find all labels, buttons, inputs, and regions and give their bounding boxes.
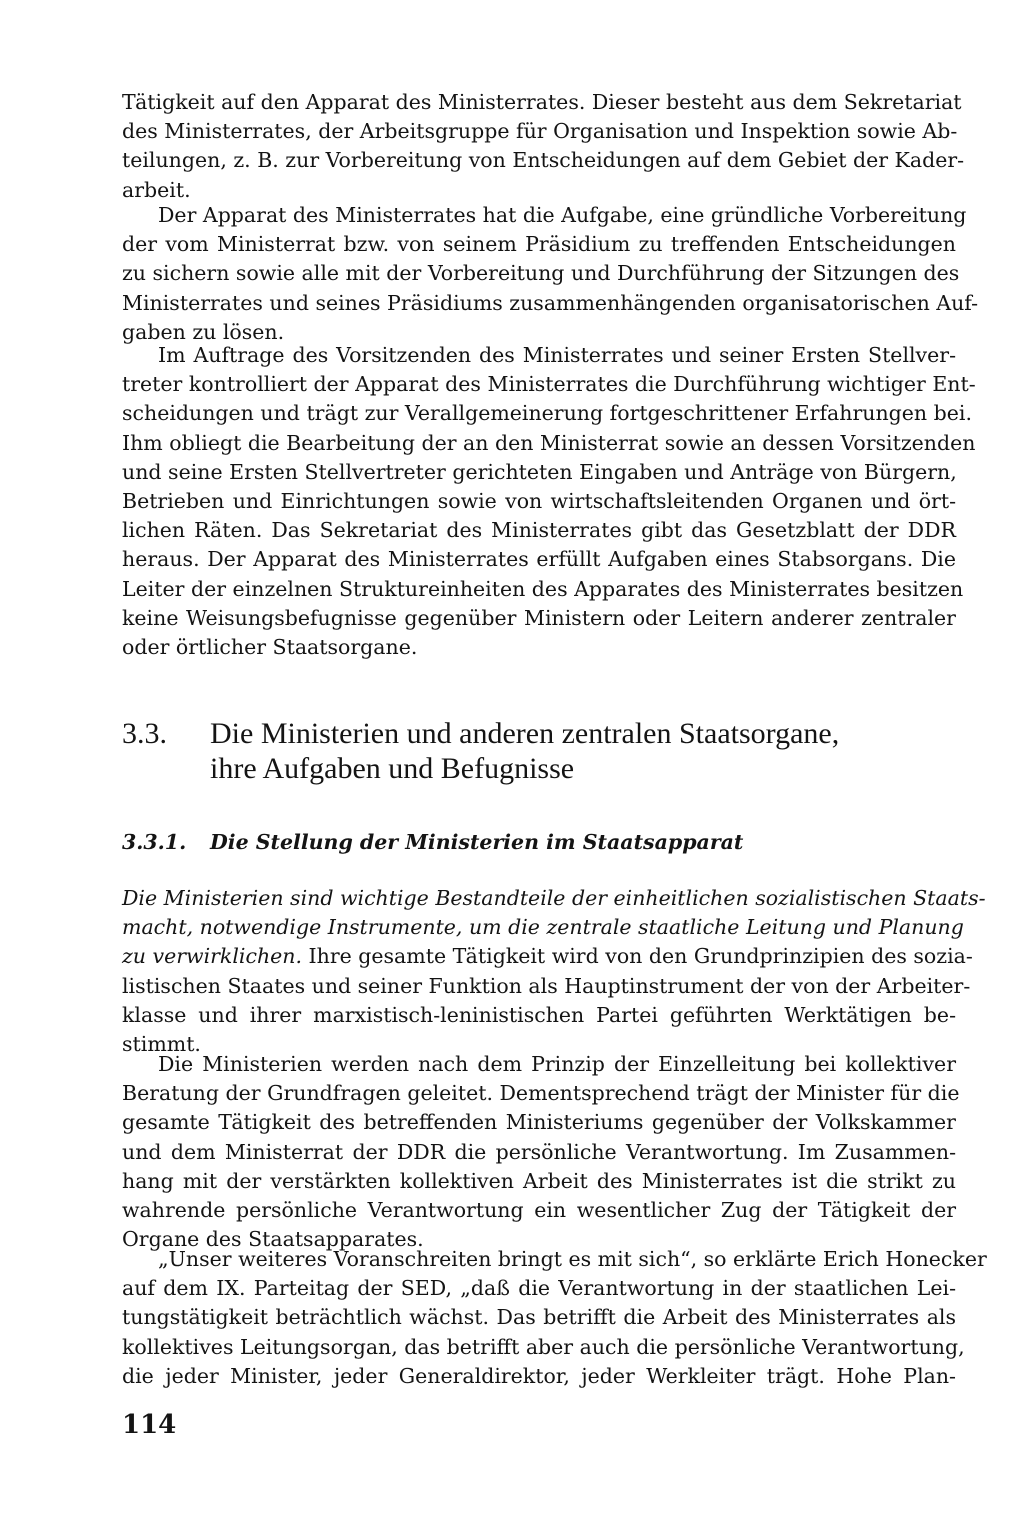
text-line: klasse und ihrer marxistisch-leninistischen Partei geführten Werktätigen be-	[122, 1002, 956, 1027]
paragraph-2	[122, 201, 979, 347]
text-line: listischen Staates und seiner Funktion als Hauptinstrument der von der Arbeiter-	[122, 973, 971, 998]
text-line: lichen Räten. Das Sekretariat des Ministerrates gibt das Gesetzblatt der DDR	[122, 518, 956, 543]
text-line: Organe des Staatsapparates.	[122, 1227, 424, 1252]
page-number: 114	[122, 1410, 177, 1440]
text-line: auf dem IX. Parteitag der SED, „daß die Verantwortung in der staatlichen Lei-	[122, 1276, 956, 1301]
text-line	[122, 942, 973, 971]
text-line: tungstätigkeit beträchtlich wächst. Das betrifft die Arbeit des Ministerrates als	[122, 1305, 956, 1330]
emphasis-text: zu verwirklichen.	[122, 944, 303, 969]
text-line: wahrende persönliche Verantwortung ein wesentlicher Zug der Tätigkeit der	[122, 1198, 956, 1223]
text-line: Die Ministerien sind wichtige Bestandteile der einheitlichen sozialistischen Staats-	[122, 886, 986, 910]
section-title-line-1: Die Ministerien und anderen zentralen Staatsorgane,	[210, 717, 840, 750]
text-line: teilungen, z. B. zur Vorbereitung von Entscheidungen auf dem Gebiet der Kader-	[122, 148, 965, 173]
text-line: die jeder Minister, jeder Generaldirektor, jeder Werkleiter trägt. Hohe Plan-	[122, 1363, 956, 1388]
text-line: Im Auftrage des Vorsitzenden des Ministerrates und seiner Ersten Stellver-	[158, 343, 956, 367]
text-line: arbeit.	[122, 177, 191, 202]
text-line: Beratung der Grundfragen geleitet. Dementsprechend trägt der Minister für die	[122, 1081, 960, 1106]
text-line: zu sichern sowie alle mit der Vorbereitung und Durchführung der Sitzungen des	[122, 261, 960, 286]
text-line: Ministerrates und seines Präsidiums zusammenhängenden organisatorischen Auf-	[122, 290, 979, 315]
text-line: kollektives Leitungsorgan, das betrifft aber auch die persönliche Verantwortung,	[122, 1334, 965, 1359]
text-line: hang mit der verstärkten kollektiven Arbeit des Ministerrates ist die strikt zu	[122, 1168, 956, 1193]
text-line: Die Ministerien werden nach dem Prinzip der Einzelleitung bei kollektiver	[158, 1052, 956, 1076]
subsection-title: Die Stellung der Ministerien im Staatsapparat	[210, 830, 744, 854]
text-line: Leiter der einzelnen Struktureinheiten des Apparates des Ministerrates besitzen	[122, 576, 964, 601]
text-line: stimmt.	[122, 1032, 201, 1057]
subsection-number: 3.3.1.	[122, 830, 187, 854]
paragraph-1	[122, 88, 965, 205]
section-number: 3.3.	[122, 717, 167, 750]
text-line: scheidungen und trägt zur Verallgemeinerung fortgeschrittener Erfahrungen bei.	[122, 401, 972, 426]
text-line: macht, notwendige Instrumente, um die zentrale staatliche Leitung und Planung	[122, 915, 964, 940]
paragraph-6	[122, 1245, 987, 1391]
paragraph-3	[122, 341, 976, 662]
text-line: gesamte Tätigkeit des betreffenden Ministeriums gegenüber der Volkskammer	[122, 1110, 956, 1135]
text-line: „Unser weiteres Voranschreiten bringt es mit sich“, so erklärte Erich Honecker	[158, 1247, 987, 1271]
text-line: Tätigkeit auf den Apparat des Ministerrates. Dieser besteht aus dem Sekretariat	[122, 90, 962, 114]
text-line: gaben zu lösen.	[122, 319, 285, 344]
section-title-line-2: ihre Aufgaben und Befugnisse	[210, 752, 575, 785]
text-line: der vom Ministerrat bzw. von seinem Präsidium zu treffenden Entscheidungen	[122, 232, 956, 257]
text-line: Betrieben und Einrichtungen sowie von wirtschaftsleitenden Organen und ört-	[122, 489, 956, 514]
text-line: oder örtlicher Staatsorgane.	[122, 635, 418, 660]
text-span: Ihre gesamte Tätigkeit wird von den Grundprinzipien des sozia-	[302, 944, 973, 969]
paragraph-5	[122, 1050, 960, 1254]
text-line: und dem Ministerrat der DDR die persönliche Verantwortung. Im Zusammen-	[122, 1139, 956, 1164]
text-line: treter kontrolliert der Apparat des Ministerrates die Durchführung wichtiger Ent-	[122, 372, 976, 397]
subsection-heading	[122, 830, 744, 854]
text-line: Ihm obliegt die Bearbeitung der an den Ministerrat sowie an dessen Vorsitzenden	[122, 430, 976, 455]
text-line: und seine Ersten Stellvertreter gerichteten Eingaben und Anträge von Bürgern,	[122, 459, 957, 484]
text-line: heraus. Der Apparat des Ministerrates erfüllt Aufgaben eines Stabsorgans. Die	[122, 547, 956, 572]
text-line: keine Weisungsbefugnisse gegenüber Ministern oder Leitern anderer zentraler	[122, 605, 956, 630]
paragraph-4	[122, 884, 986, 1059]
text-line: Der Apparat des Ministerrates hat die Aufgabe, eine gründliche Vorbereitung	[158, 203, 967, 227]
text-line: des Ministerrates, der Arbeitsgruppe für Organisation und Inspektion sowie Ab-	[122, 119, 958, 144]
